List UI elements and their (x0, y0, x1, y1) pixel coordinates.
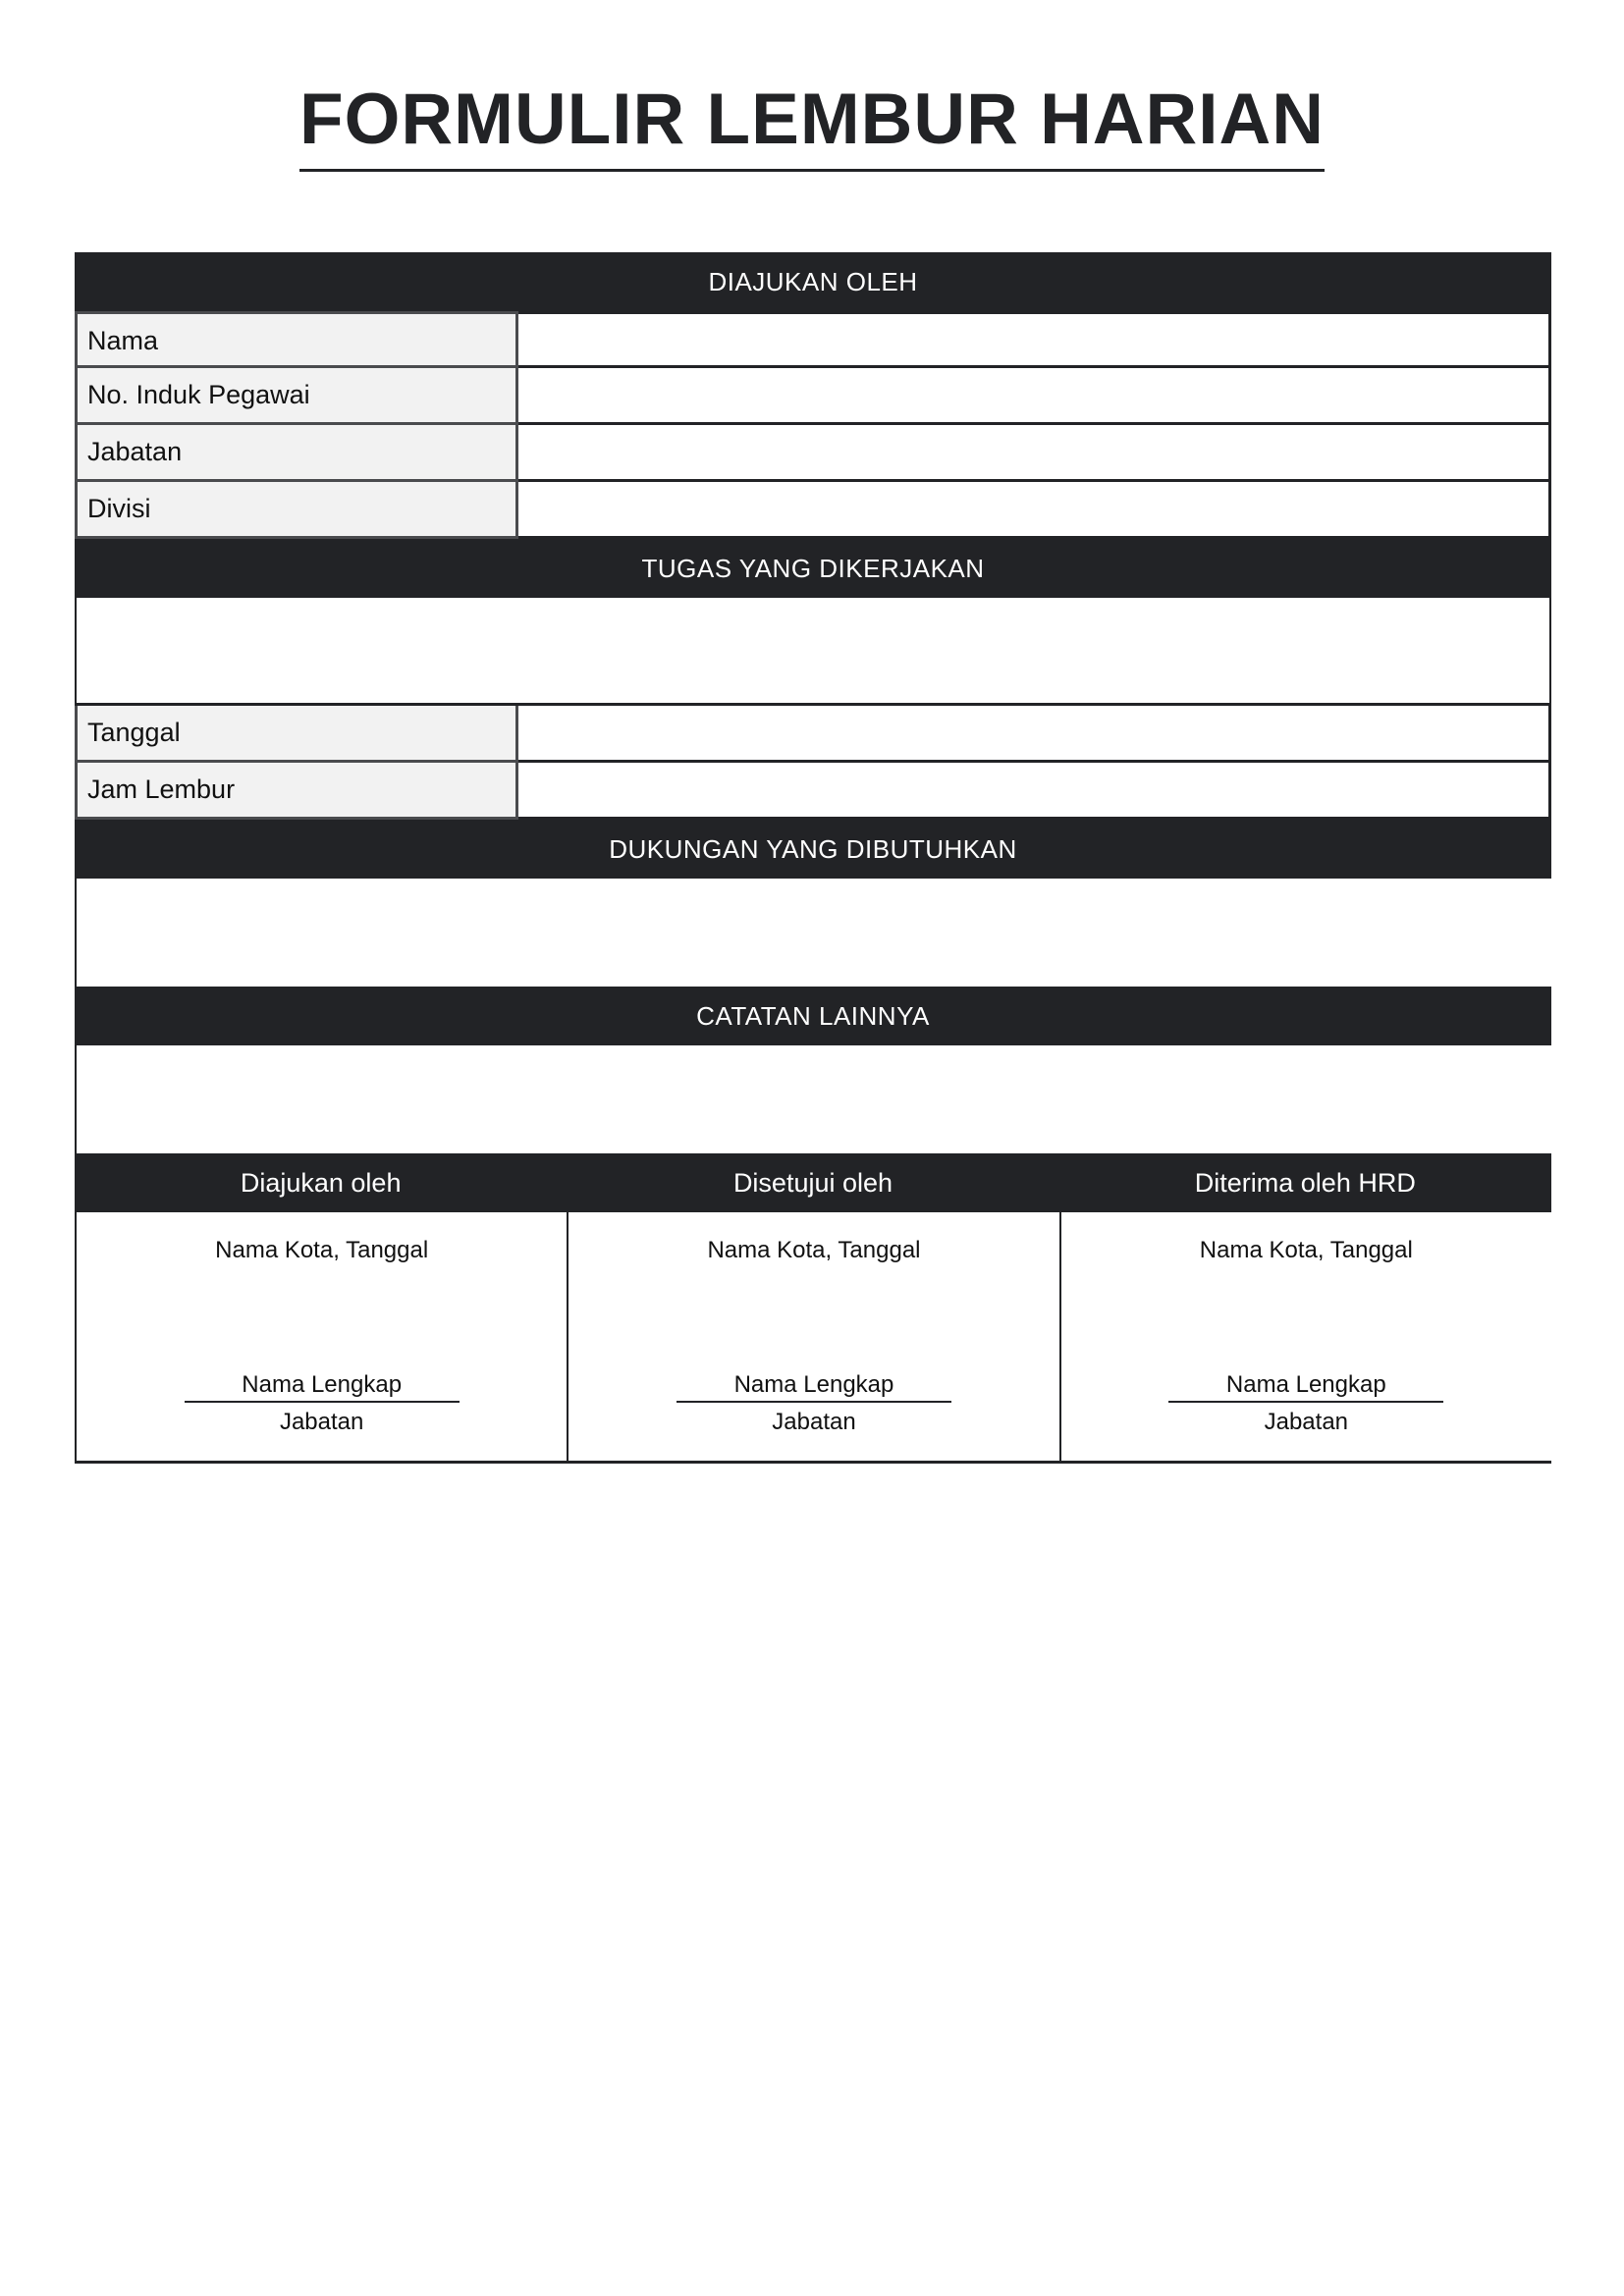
overtime-form (75, 252, 1551, 1464)
signature-box-submitted[interactable] (77, 1212, 568, 1461)
field-label-employee-id: No. Induk Pegawai (75, 368, 518, 425)
section-header-support: DUKUNGAN YANG DIBUTUHKAN (75, 820, 1551, 879)
overtime-hours-field[interactable] (518, 763, 1551, 820)
field-row-division (75, 482, 1551, 539)
notes-text-area[interactable] (75, 1045, 1551, 1153)
signature-full-name: Nama Lengkap (185, 1371, 460, 1403)
signature-position: Jabatan (772, 1409, 856, 1435)
field-label-position: Jabatan (75, 425, 518, 482)
signature-full-name: Nama Lengkap (1168, 1371, 1443, 1403)
field-row-employee-id (75, 368, 1551, 425)
signature-place-date: Nama Kota, Tanggal (707, 1237, 921, 1263)
signature-body-row (75, 1212, 1551, 1464)
section-header-notes: CATATAN LAINNYA (75, 987, 1551, 1045)
support-text-area[interactable] (75, 879, 1551, 987)
signature-heading-submitted: Diajukan oleh (240, 1168, 402, 1198)
division-field[interactable] (518, 482, 1551, 539)
field-row-position (75, 425, 1551, 482)
signature-box-approved[interactable] (568, 1212, 1060, 1461)
field-row-overtime-hours (75, 763, 1551, 820)
field-label-name: Nama (75, 311, 518, 368)
position-field[interactable] (518, 425, 1551, 482)
page-title: FORMULIR LEMBUR HARIAN (299, 80, 1325, 172)
date-field[interactable] (518, 706, 1551, 763)
signature-heading-hrd: Diterima oleh HRD (1194, 1168, 1416, 1198)
signature-header-row (75, 1153, 1551, 1212)
field-row-date (75, 706, 1551, 763)
field-row-name (75, 311, 1551, 368)
employee-id-field[interactable] (518, 368, 1551, 425)
signature-place-date: Nama Kota, Tanggal (1199, 1237, 1413, 1263)
section-header-task: TUGAS YANG DIKERJAKAN (75, 539, 1551, 598)
signature-position: Jabatan (279, 1409, 364, 1435)
signature-place-date: Nama Kota, Tanggal (215, 1237, 429, 1263)
field-label-division: Divisi (75, 482, 518, 539)
field-label-overtime-hours: Jam Lembur (75, 763, 518, 820)
signature-position: Jabatan (1264, 1409, 1349, 1435)
title-container (0, 80, 1624, 172)
task-text-area[interactable] (75, 598, 1551, 706)
signature-full-name: Nama Lengkap (677, 1371, 951, 1403)
signature-heading-approved: Disetujui oleh (732, 1168, 893, 1198)
name-field[interactable] (518, 311, 1551, 368)
signature-box-hrd[interactable] (1061, 1212, 1551, 1461)
section-header-submitted-by: DIAJUKAN OLEH (75, 252, 1551, 311)
field-label-date: Tanggal (75, 706, 518, 763)
